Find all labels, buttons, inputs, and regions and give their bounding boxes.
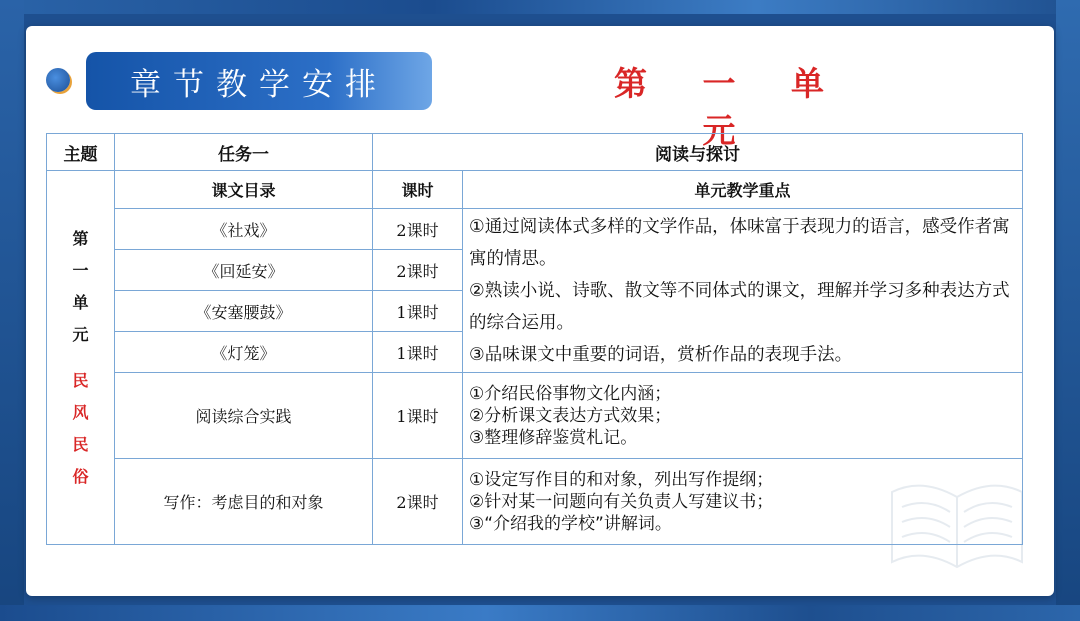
- focus-item: ③整理修辞鉴赏札记。: [469, 427, 638, 448]
- side-char: 一: [72, 260, 89, 280]
- practice-focus-cell: [463, 373, 1023, 459]
- side-char: 单: [72, 292, 89, 312]
- side-char-red: 俗: [72, 466, 89, 486]
- lessons-focus-cell: [463, 209, 1023, 373]
- lesson-hours: 2课时: [373, 250, 463, 291]
- focus-item: ①设定写作目的和对象，列出写作提纲；: [469, 469, 774, 490]
- lesson-hours: 2课时: [373, 209, 463, 250]
- focus-item: ③“介绍我的学校”讲解词。: [469, 513, 672, 534]
- practice-title: 阅读综合实践: [115, 373, 373, 459]
- side-char: 元: [72, 324, 89, 344]
- side-char-red: 民: [72, 434, 89, 454]
- right-border-band: [1056, 0, 1080, 621]
- lesson-title: 《安塞腰鼓》: [115, 291, 373, 332]
- header-theme: 主题: [47, 134, 115, 171]
- left-border-band: [0, 0, 24, 621]
- header-task: 任务一: [115, 134, 373, 171]
- table-subheader-row: [47, 171, 1023, 209]
- unit-title: 第 一 单 元: [614, 64, 846, 150]
- focus-item: ②针对某一问题向有关负责人写建议书；: [469, 491, 774, 512]
- lesson-hours: 1课时: [373, 291, 463, 332]
- side-char: 第: [72, 228, 89, 248]
- header-task-name: 阅读与探讨: [373, 134, 1023, 171]
- side-char-red: 民: [72, 370, 89, 390]
- subheader-catalog: 课文目录: [115, 171, 373, 209]
- subheader-focus: 单元教学重点: [463, 171, 1023, 209]
- writing-title: 写作：考虑目的和对象: [115, 459, 373, 545]
- table-row: [47, 373, 1023, 459]
- lesson-title: 《回延安》: [115, 250, 373, 291]
- schedule-table: [46, 133, 1023, 545]
- side-char-red: 风: [72, 402, 89, 422]
- section-title-banner: [86, 52, 432, 110]
- lesson-title: 《灯笼》: [115, 332, 373, 373]
- practice-hours: 1课时: [373, 373, 463, 459]
- writing-hours: 2课时: [373, 459, 463, 545]
- unit-side-label: [47, 171, 115, 545]
- focus-item: ①通过阅读体式多样的文学作品，体味富于表现力的语言，感受作者寓寓的情思。: [469, 216, 1010, 269]
- writing-focus-cell: [463, 459, 1023, 545]
- table-row: [47, 209, 1023, 250]
- bottom-border-band: [0, 605, 1080, 621]
- lesson-hours: 1课时: [373, 332, 463, 373]
- top-border-band: [0, 0, 1080, 14]
- focus-item: ③品味课文中重要的词语，赏析作品的表现手法。: [469, 344, 853, 365]
- focus-item: ②熟读小说、诗歌、散文等不同体式的课文，理解并学习多种表达方式的综合运用。: [469, 280, 1010, 333]
- table-row: [47, 459, 1023, 545]
- subheader-hours: 课时: [373, 171, 463, 209]
- focus-item: ①介绍民俗事物文化内涵；: [469, 383, 672, 404]
- focus-item: ②分析课文表达方式效果；: [469, 405, 672, 426]
- lesson-title: 《社戏》: [115, 209, 373, 250]
- section-title: 章节教学安排: [130, 66, 388, 103]
- circle-logo-icon: [46, 68, 70, 92]
- table-header-row: [47, 134, 1023, 171]
